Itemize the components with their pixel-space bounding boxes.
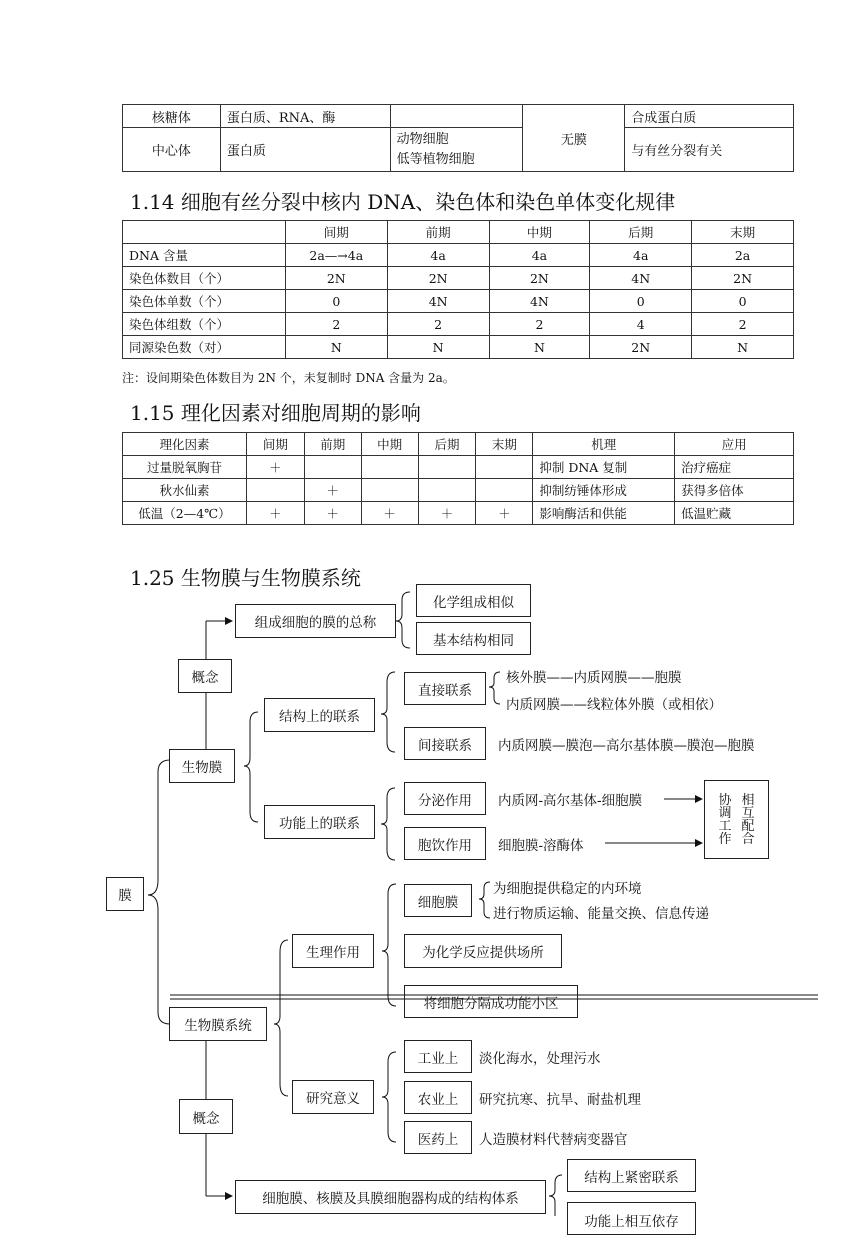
table-cell: 4N — [387, 290, 489, 313]
table-cell: ＋ — [476, 502, 533, 525]
table-cell: ＋ — [246, 502, 304, 525]
coop-char: 工 — [718, 818, 732, 834]
table-cell: 2N — [590, 336, 692, 359]
table-cell: 染色体数目（个） — [123, 267, 286, 290]
table-header: 后期 — [418, 433, 476, 456]
brace-research — [382, 1052, 396, 1142]
node-biomembrane: 生物膜 — [169, 749, 235, 783]
table-header: 中期 — [489, 221, 590, 244]
table-header: 理化因素 — [123, 433, 247, 456]
node-system-a: 结构上紧密联系 — [567, 1159, 696, 1192]
coop-char: 合 — [741, 831, 755, 847]
table-cell: 染色体单数（个） — [123, 290, 286, 313]
table-cell: N — [387, 336, 489, 359]
table-cell: 与有丝分裂有关 — [625, 128, 794, 172]
table-cell: 4N — [590, 267, 692, 290]
node-cellmem: 细胞膜 — [404, 884, 472, 917]
brace-system-def — [549, 1175, 562, 1216]
table-cell: 抑制纺锤体形成 — [533, 479, 675, 502]
table-cell: 0 — [285, 290, 387, 313]
brace-cellmem — [479, 882, 490, 918]
table-cell: 合成蛋白质 — [625, 105, 794, 128]
brace-functional — [381, 788, 395, 860]
table-cell: 2 — [285, 313, 387, 336]
brace-physio — [382, 884, 396, 1006]
table-cell: 同源染色数（对） — [123, 336, 286, 359]
direct-text-1: 核外膜——内质网膜——胞膜 — [506, 670, 682, 686]
table-cell-line: 动物细胞 — [396, 131, 449, 147]
node-concept: 概念 — [178, 659, 232, 693]
brace-concept — [396, 592, 410, 648]
table-header: 前期 — [387, 221, 489, 244]
node-functional: 功能上的联系 — [264, 805, 375, 839]
table-cell: 治疗癌症 — [675, 456, 794, 479]
node-concept-a: 化学组成相似 — [416, 584, 531, 617]
node-physio: 生理作用 — [292, 934, 374, 968]
section-title-1-25: 1.25 生物膜与生物膜系统 — [130, 566, 361, 590]
industry-text: 淡化海水，处理污水 — [479, 1051, 601, 1067]
table-note: 注：设间期染色体数目为 2N 个，未复制时 DNA 含量为 2a。 — [122, 371, 455, 385]
table-cell: 低温（2—4℃） — [123, 502, 247, 525]
table-header: 间期 — [246, 433, 304, 456]
brace-root — [148, 760, 170, 1024]
table-cell: N — [285, 336, 387, 359]
node-research: 研究意义 — [292, 1080, 374, 1114]
table-header: 前期 — [304, 433, 361, 456]
table-cell: ＋ — [304, 479, 361, 502]
node-compartment: 将细胞分隔成功能小区 — [404, 985, 578, 1018]
table-cell: 蛋白质 — [220, 128, 390, 172]
table-cell: 无膜 — [523, 105, 625, 172]
table-cell: 2 — [692, 313, 794, 336]
table-cell: 2a—→4a — [285, 244, 387, 267]
table-cell: 2a — [692, 244, 794, 267]
table-header: 中期 — [361, 433, 418, 456]
table-cell-line: 低等植物细胞 — [396, 151, 475, 167]
brace-structural — [381, 672, 395, 752]
table-header: 末期 — [692, 221, 794, 244]
node-coop — [704, 780, 769, 859]
table-cell: ＋ — [361, 502, 418, 525]
table-cell: 2N — [285, 267, 387, 290]
table-cell: 获得多倍体 — [675, 479, 794, 502]
section-title-1-15: 1.15 理化因素对细胞周期的影响 — [130, 401, 421, 425]
section-title-1-14: 1.14 细胞有丝分裂中核内 DNA、染色体和染色单体变化规律 — [130, 190, 676, 214]
node-concept-b: 基本结构相同 — [416, 622, 531, 655]
secretion-text: 内质网-高尔基体-细胞膜 — [498, 793, 643, 809]
node-root: 膜 — [106, 877, 144, 911]
table-cell: 2N — [489, 267, 590, 290]
node-direct: 直接联系 — [404, 672, 486, 705]
node-system-b: 功能上相互依存 — [567, 1202, 696, 1235]
node-agri: 农业上 — [404, 1081, 472, 1114]
table-cell: 2 — [387, 313, 489, 336]
node-industry: 工业上 — [404, 1040, 472, 1073]
node-pinocytosis: 胞饮作用 — [404, 827, 486, 860]
table-cell: 低温贮藏 — [675, 502, 794, 525]
coop-char: 互 — [741, 805, 755, 821]
node-secretion: 分泌作用 — [404, 782, 486, 815]
node-reaction: 为化学反应提供场所 — [404, 934, 562, 968]
coop-char: 协 — [718, 792, 732, 808]
medicine-text: 人造膜材料代替病变器官 — [479, 1132, 628, 1148]
node-system-def: 细胞膜、核膜及具膜细胞器构成的结构体系 — [235, 1180, 546, 1214]
table-cell: N — [489, 336, 590, 359]
table-header: 间期 — [285, 221, 387, 244]
node-concept-def: 组成细胞的膜的总称 — [235, 604, 396, 638]
node-system: 生物膜系统 — [169, 1007, 267, 1041]
cellmem-text-2: 进行物质运输、能量交换、信息传递 — [493, 906, 709, 922]
table-header: 机理 — [533, 433, 675, 456]
table-cell: 4a — [387, 244, 489, 267]
table-cell: ＋ — [246, 456, 304, 479]
table-cell: ＋ — [418, 502, 476, 525]
node-concept-2: 概念 — [179, 1099, 233, 1134]
table-cell: 蛋白质、RNA、酶 — [220, 105, 390, 128]
table-cell: 核糖体 — [123, 105, 221, 128]
brace-system — [274, 940, 288, 1096]
coop-char: 作 — [718, 831, 732, 847]
table-cell: 抑制 DNA 复制 — [533, 456, 675, 479]
table-cell: 0 — [692, 290, 794, 313]
pinocytosis-text: 细胞膜-溶酶体 — [498, 838, 584, 854]
indirect-text: 内质网膜—膜泡—高尔基体膜—膜泡—胞膜 — [498, 738, 755, 754]
direct-text-2: 内质网膜——线粒体外膜（或相依） — [506, 697, 722, 713]
coop-char: 调 — [718, 805, 732, 821]
brace-biomembrane — [244, 712, 258, 822]
table-header: 后期 — [590, 221, 692, 244]
table-cell: 中心体 — [123, 128, 221, 172]
table-cell: ＋ — [304, 502, 361, 525]
table-cell: 2N — [387, 267, 489, 290]
table-cell: 染色体组数（个） — [123, 313, 286, 336]
table-cell: 4N — [489, 290, 590, 313]
table-cell: 4 — [590, 313, 692, 336]
node-medicine: 医药上 — [404, 1121, 472, 1154]
table-cell: 过量脱氧胸苷 — [123, 456, 247, 479]
table-header: 末期 — [476, 433, 533, 456]
table-cell: 秋水仙素 — [123, 479, 247, 502]
table-cell: 4a — [590, 244, 692, 267]
table-cell: N — [692, 336, 794, 359]
agri-text: 研究抗寒、抗旱、耐盐机理 — [479, 1092, 641, 1108]
table-cell: 影响酶活和供能 — [533, 502, 675, 525]
table-cell: 2N — [692, 267, 794, 290]
cellmem-text-1: 为细胞提供稳定的内环境 — [493, 881, 642, 897]
brace-direct — [489, 672, 500, 704]
table-cell: 2 — [489, 313, 590, 336]
node-structural: 结构上的联系 — [264, 698, 375, 732]
table-cell: DNA 含量 — [123, 244, 286, 267]
table-cell: 4a — [489, 244, 590, 267]
coop-char: 配 — [741, 818, 755, 834]
table-header: 应用 — [675, 433, 794, 456]
table-cell: 0 — [590, 290, 692, 313]
coop-char: 相 — [741, 792, 755, 808]
node-indirect: 间接联系 — [404, 727, 486, 760]
